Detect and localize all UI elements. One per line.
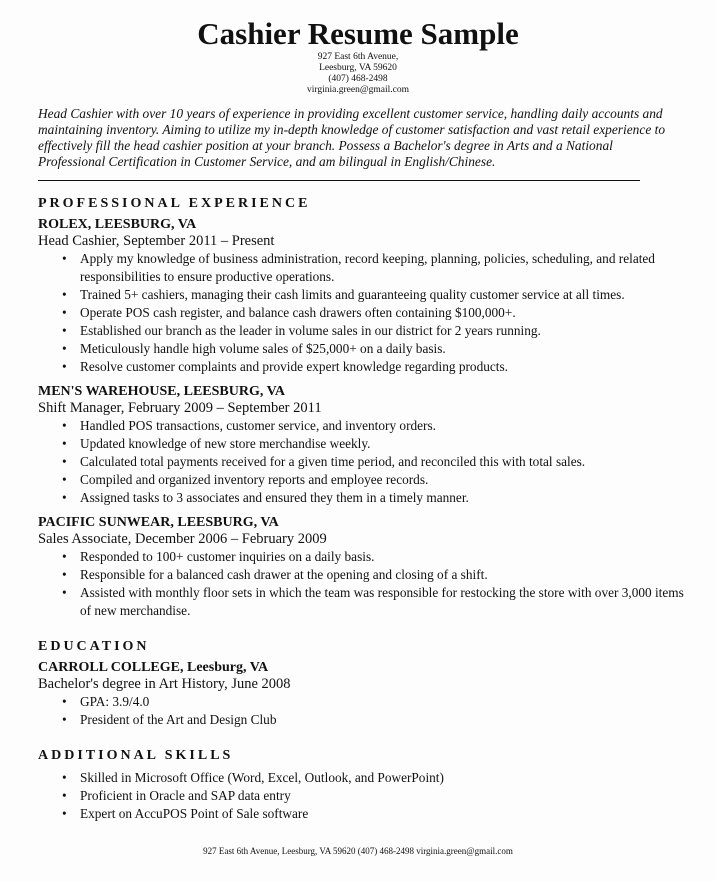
summary: Head Cashier with over 10 years of experience in providing excellent customer service, handling daily accounts and maintaining inventory. Aiming to utilize my in-depth knowledge of customer satisfaction and vast retail experience to effectively fill the head cashier position at your branch. Possess a Bachelor's degree in Arts and a National Professional Certification in Customer Service, and am bilingual in English/Chinese. [38,106,666,169]
contact-block [0,52,716,96]
list-item: • Proficient in Oracle and SAP data entry [80,787,688,805]
section-heading-skills: ADDITIONAL SKILLS [38,748,234,763]
job-entry [38,384,688,507]
list-item: • Responded to 100+ customer inquiries on a daily basis. [80,548,688,566]
list-item: • Established our branch as the leader in volume sales in our district for 2 years running. [80,322,688,340]
job-title: Shift Manager, February 2009 – September 2011 [38,400,322,416]
company: MEN'S WAREHOUSE, LEESBURG, VA [38,384,286,399]
resume-title: Cashier Resume Sample [197,16,519,51]
list-item: • Updated knowledge of new store merchandise weekly. [80,435,688,453]
job-bullets [38,548,688,620]
list-item: • Resolve customer complaints and provide expert knowledge regarding products. [80,358,688,376]
address-line-1: 927 East 6th Avenue, [317,52,399,62]
company: ROLEX, LEESBURG, VA [38,217,197,232]
email: virginia.green@gmail.com [307,85,409,95]
phone: (407) 468-2498 [328,74,388,84]
job-bullets [38,250,688,376]
education-bullets [38,693,688,729]
job-entry [38,515,688,620]
list-item: • Meticulously handle high volume sales of $25,000+ on a daily basis. [80,340,688,358]
list-item: • Assisted with monthly floor sets in which the team was responsible for restocking the store with over 3,000 items of new merchandise. [80,584,688,620]
list-item: • Responsible for a balanced cash drawer at the opening and closing of a shift. [80,566,688,584]
job-title: Sales Associate, December 2006 – February 2009 [38,531,327,547]
list-item: • Handled POS transactions, customer service, and inventory orders. [80,417,688,435]
job-entry [38,217,688,376]
list-item: • Trained 5+ cashiers, managing their cash limits and guaranteeing quality customer service at all times. [80,286,688,304]
resume-body [38,195,688,823]
section-heading-education: EDUCATION [38,639,150,654]
address-line-2: Leesburg, VA 59620 [319,63,397,73]
list-item: • Skilled in Microsoft Office (Word, Excel, Outlook, and PowerPoint) [80,769,688,787]
footer-contact: 927 East 6th Avenue, Leesburg, VA 59620 (407) 468-2498 virginia.green@gmail.com [203,846,513,856]
divider [38,180,640,181]
list-item: • Apply my knowledge of business administration, record keeping, planning, policies, scheduling, and related responsibilities to ensure productive operations. [80,250,688,286]
company: PACIFIC SUNWEAR, LEESBURG, VA [38,515,279,530]
list-item: • President of the Art and Design Club [80,711,688,729]
list-item: • Compiled and organized inventory reports and employee records. [80,471,688,489]
job-bullets [38,417,688,507]
section-heading-experience: PROFESSIONAL EXPERIENCE [38,196,311,211]
degree: Bachelor's degree in Art History, June 2008 [38,676,291,692]
list-item: • Operate POS cash register, and balance cash drawers often containing $100,000+. [80,304,688,322]
list-item: • Expert on AccuPOS Point of Sale software [80,805,688,823]
list-item: • GPA: 3.9/4.0 [80,693,688,711]
experience-list [38,217,688,620]
list-item: • Assigned tasks to 3 associates and ensured they them in a timely manner. [80,489,688,507]
school: CARROLL COLLEGE, Leesburg, VA [38,660,269,675]
skills-bullets [38,769,688,823]
list-item: • Calculated total payments received for a given time period, and reconciled this with total sales. [80,453,688,471]
job-title: Head Cashier, September 2011 – Present [38,233,275,249]
